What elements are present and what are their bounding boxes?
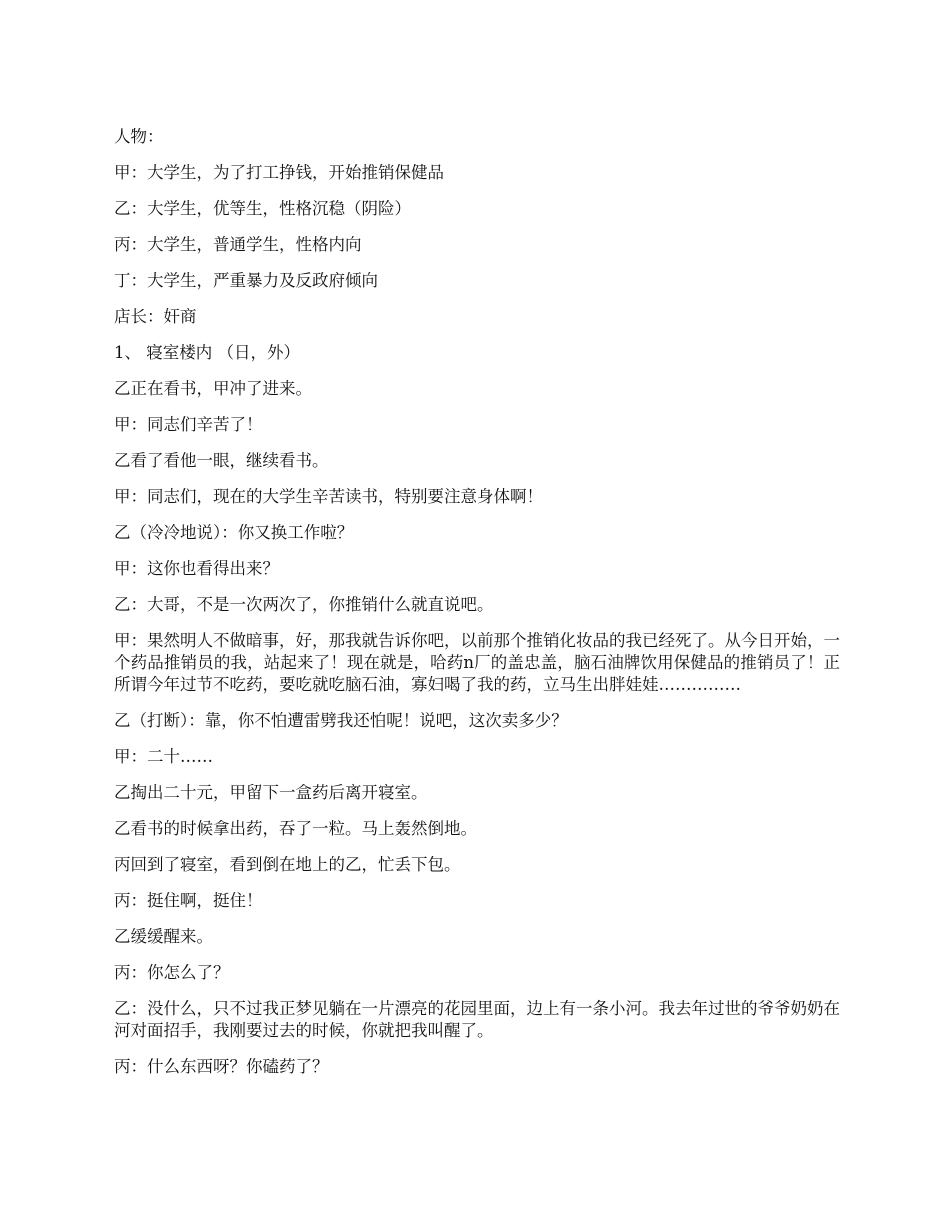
stage-direction: 乙缓缓醒来。 [114,927,213,946]
cast-shopkeeper: 店长：奸商 [114,307,197,326]
cast-yi: 乙：大学生，优等生，性格沉稳（阴险） [114,199,411,218]
stage-direction: 乙看书的时候拿出药，吞了一粒。马上轰然倒地。 [114,819,477,838]
dialogue-line: 乙：没什么，只不过我正梦见躺在一片漂亮的花园里面，边上有一条小河。我去年过世的爷爷奶奶在河对面招手，我刚要过去的时候，你就把我叫醒了。 [114,999,840,1040]
dialogue-line: 甲：二十…… [114,747,213,766]
dialogue-line: 甲：这你也看得出来？ [114,559,279,578]
dialogue-line: 甲：果然明人不做暗事，好，那我就告诉你吧，以前那个推销化妆品的我已经死了。从今日开始，一个药品推销员的我，站起来了！现在就是，哈药n厂的盖忠盖，脑石油牌饮用保健品的推销员了！正所谓今年过节不吃药，要吃就吃脑石油，寡妇喝了我的药，立马生出胖娃娃…………… [114,631,840,694]
dialogue-line: 丙：挺住啊，挺住！ [114,891,263,910]
dialogue-line: 乙（打断）：靠，你不怕遭雷劈我还怕呢！说吧，这次卖多少？ [114,711,568,730]
dialogue-line: 甲：同志们，现在的大学生辛苦读书，特别要注意身体啊！ [114,487,543,506]
stage-direction: 乙掏出二十元，甲留下一盒药后离开寝室。 [114,783,428,802]
cast-bing: 丙：大学生，普通学生，性格内向 [114,235,362,254]
stage-direction: 乙正在看书，甲冲了进来。 [114,379,312,398]
dialogue-line: 丙：你怎么了？ [114,963,230,982]
cast-ding: 丁：大学生，严重暴力及反政府倾向 [114,271,378,290]
dialogue-line: 乙（冷冷地说）：你又换工作啦？ [114,523,354,542]
cast-heading: 人物： [114,127,164,146]
dialogue-line: 丙：什么东西呀？你磕药了？ [114,1057,329,1076]
cast-jia: 甲：大学生，为了打工挣钱，开始推销保健品 [114,163,444,182]
dialogue-line: 乙：大哥，不是一次两次了，你推销什么就直说吧。 [114,595,494,614]
scene-heading: 1、 寝室楼内 （日，外） [114,343,300,362]
dialogue-line: 甲：同志们辛苦了！ [114,415,263,434]
stage-direction: 丙回到了寝室，看到倒在地上的乙，忙丢下包。 [114,855,461,874]
document-body [114,126,840,1092]
stage-direction: 乙看了看他一眼，继续看书。 [114,451,329,470]
